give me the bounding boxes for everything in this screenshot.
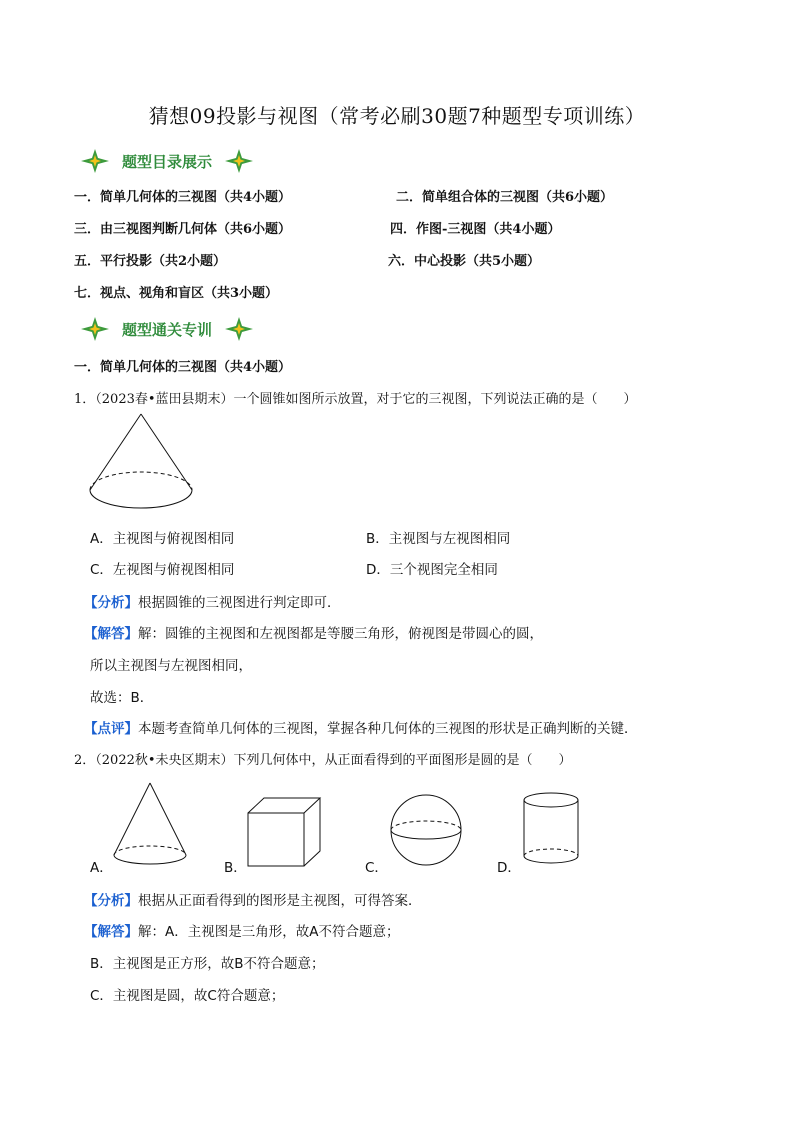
analysis-tag: 【分析】 (84, 595, 138, 611)
solution-text: 解：圆锥的主视图和左视图都是等腰三角形，俯视图是带圆心的圆， (138, 626, 543, 642)
q1-solution-line3: 故选：B． (90, 690, 154, 706)
section-title-catalog: 题型目录展示 (122, 152, 213, 171)
q1-stem: 1．（2023春•蓝田县期末）一个圆锥如图所示放置，对于它的三视图，下列说法正确的是（ ） (74, 392, 637, 407)
toc-item-3[interactable]: 三．由三视图判断几何体（共6小题） (74, 222, 292, 237)
toc-item-6[interactable]: 六．中心投影（共5小题） (388, 254, 541, 269)
solution-tag: 【解答】 (84, 924, 138, 940)
section-header-training (80, 316, 254, 342)
q1-option-a[interactable]: A．主视图与俯视图相同 (90, 531, 235, 547)
analysis-text: 根据圆锥的三视图进行判定即可． (138, 595, 341, 611)
sparkle-icon (224, 316, 254, 342)
q2-analysis (84, 889, 422, 909)
q1-option-c[interactable]: C．左视图与俯视图相同 (90, 562, 235, 578)
q2-label-a[interactable]: A． (90, 860, 113, 876)
q1-option-b[interactable]: B．主视图与左视图相同 (366, 531, 511, 547)
comment-text: 本题考查简单几何体的三视图，掌握各种几何体的三视图的形状是正确判断的关键． (138, 721, 638, 737)
sparkle-icon (80, 148, 110, 174)
q2-label-b[interactable]: B． (224, 860, 247, 876)
cylinder-figure[interactable] (520, 790, 582, 870)
q2-label-d[interactable]: D． (497, 860, 521, 876)
q2-label-c[interactable]: C． (365, 860, 388, 876)
sparkle-icon (80, 316, 110, 342)
toc-item-1[interactable]: 一．简单几何体的三视图（共4小题） (74, 190, 292, 205)
part1-heading: 一．简单几何体的三视图（共4小题） (74, 360, 292, 375)
comment-tag: 【点评】 (84, 721, 138, 737)
q1-solution (84, 622, 543, 642)
cone-figure (86, 410, 196, 515)
toc-item-4[interactable]: 四．作图-三视图（共4小题） (390, 222, 561, 237)
q1-comment (84, 717, 638, 737)
q1-option-d[interactable]: D．三个视图完全相同 (366, 562, 498, 578)
analysis-tag: 【分析】 (84, 893, 138, 909)
q2-solution (84, 920, 399, 940)
section-title-training: 题型通关专训 (122, 320, 213, 339)
solution-text: 解：A．主视图是三角形，故A不符合题意； (138, 924, 400, 940)
q2-solution-line3: C．主视图是圆，故C符合题意； (90, 988, 285, 1004)
sphere-figure[interactable] (388, 790, 464, 870)
page-title: 猜想09投影与视图（常考必刷30题7种题型专项训练） (148, 104, 646, 128)
cone-figure[interactable] (110, 780, 190, 870)
solution-tag: 【解答】 (84, 626, 138, 642)
section-header-catalog (80, 148, 254, 174)
toc-item-5[interactable]: 五．平行投影（共2小题） (74, 254, 227, 269)
q2-solution-line2: B．主视图是正方形，故B不符合题意； (90, 956, 325, 972)
sparkle-icon (224, 148, 254, 174)
q2-stem: 2．（2022秋•未央区期末）下列几何体中，从正面看得到的平面图形是圆的是（ ） (74, 753, 572, 768)
analysis-text: 根据从正面看得到的图形是主视图，可得答案． (138, 893, 422, 909)
q1-solution-line2: 所以主视图与左视图相同， (90, 658, 252, 674)
cube-figure[interactable] (244, 795, 324, 870)
toc-item-2[interactable]: 二．简单组合体的三视图（共6小题） (396, 190, 614, 205)
q1-analysis (84, 591, 341, 611)
toc-item-7[interactable]: 七．视点、视角和盲区（共3小题） (74, 286, 279, 301)
